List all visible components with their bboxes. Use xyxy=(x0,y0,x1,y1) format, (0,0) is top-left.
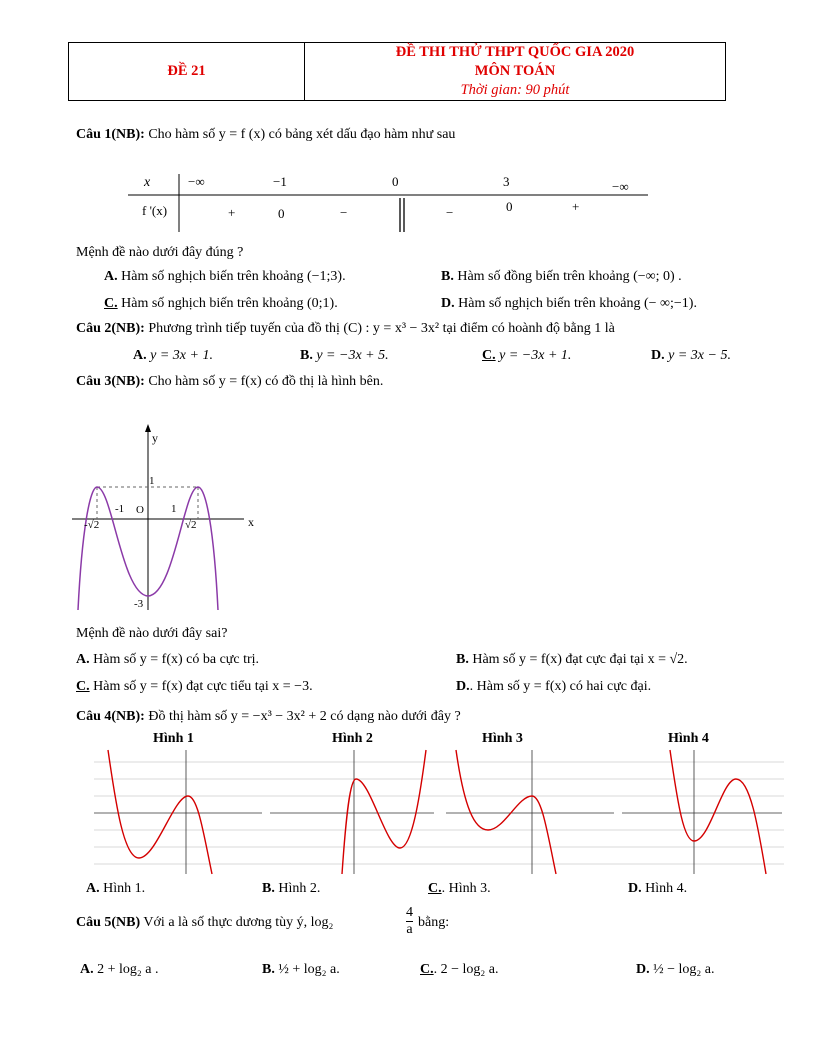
arrow-up-icon xyxy=(145,424,151,432)
exam-header xyxy=(68,42,726,101)
q1-sign: 0 xyxy=(278,206,285,221)
q1-stem-text: Cho hàm số y = f (x) có bảng xét dấu đạo hàm như sau xyxy=(148,127,456,142)
option-text: . 2 − log₂ a. xyxy=(433,962,499,977)
option-text: y = 3x − 5. xyxy=(664,348,731,363)
option-text: 2 + log₂ a . xyxy=(93,962,159,977)
option-text: Hàm số nghịch biến trên khoảng (− ∞;−1). xyxy=(454,296,697,311)
q5-option-d[interactable] xyxy=(636,962,715,978)
fig-2-graph xyxy=(270,750,434,874)
q3-label-y: y xyxy=(152,431,158,445)
option-text: Hình 4. xyxy=(641,881,688,896)
q4-option-d[interactable] xyxy=(628,881,687,897)
option-letter: C. xyxy=(428,881,442,896)
option-letter: C. xyxy=(482,348,496,363)
q3-option-d[interactable] xyxy=(456,679,651,695)
q1-prompt: Mệnh đề nào dưới đây đúng ? xyxy=(76,245,244,260)
q1-option-b[interactable] xyxy=(441,269,682,285)
fig-1-graph xyxy=(94,750,262,874)
option-text: Hình 2. xyxy=(274,881,321,896)
q2-option-c[interactable] xyxy=(482,348,571,364)
exam-time: Thời gian: 90 phút xyxy=(460,82,570,98)
option-text: ½ + log₂ a. xyxy=(274,962,340,977)
fig-3-graph xyxy=(446,750,614,874)
q2-label: Câu 2(NB): xyxy=(76,321,145,336)
q1-sign: − xyxy=(340,205,348,220)
option-letter: D. xyxy=(628,881,642,896)
option-letter: D. xyxy=(441,296,455,311)
option-letter: A. xyxy=(86,881,100,896)
q5-frac-den: a xyxy=(406,922,413,937)
q1-table-fp-label: f '(x) xyxy=(142,203,168,218)
fig-3-title: Hình 3 xyxy=(482,731,523,746)
option-text: Hàm số đồng biến trên khoảng (−∞; 0) . xyxy=(453,269,682,284)
q1-x-value: 3 xyxy=(503,174,510,189)
q1-label: Câu 1(NB): xyxy=(76,127,145,142)
option-text: Hàm số nghịch biến trên khoảng (0;1). xyxy=(117,296,338,311)
fig-4-title: Hình 4 xyxy=(668,731,709,746)
q1-sign-table xyxy=(128,168,653,234)
q3-label-one: 1 xyxy=(149,475,155,487)
q1-x-value: −∞ xyxy=(612,179,629,194)
option-letter: C. xyxy=(104,296,118,311)
option-letter: D. xyxy=(636,962,650,977)
q1-x-value: −1 xyxy=(273,174,287,189)
q3-label-neg-one: -1 xyxy=(115,503,125,515)
q1-option-d[interactable] xyxy=(441,296,697,312)
q2-option-d[interactable] xyxy=(651,348,731,364)
q3-option-b[interactable] xyxy=(456,652,688,668)
q3-prompt: Mệnh đề nào dưới đây sai? xyxy=(76,626,228,641)
option-letter: A. xyxy=(76,652,90,667)
q5-label: Câu 5(NB) xyxy=(76,915,141,930)
q5-stem-post: bằng: xyxy=(418,915,450,930)
q4-option-a[interactable] xyxy=(86,881,145,897)
q3-label-x: x xyxy=(248,515,254,529)
q1-option-c[interactable] xyxy=(104,296,338,312)
q3-label-sqrt2: √2 xyxy=(185,519,197,531)
q2-option-a[interactable] xyxy=(133,348,213,364)
option-letter: A. xyxy=(80,962,94,977)
option-text: y = −3x + 1. xyxy=(495,348,572,363)
q3-function-graph xyxy=(72,420,272,615)
q4-option-b[interactable] xyxy=(262,881,320,897)
fig-4-graph xyxy=(622,750,782,874)
option-letter: B. xyxy=(456,652,469,667)
q5-option-c[interactable] xyxy=(420,962,499,978)
q1-sign: + xyxy=(572,199,580,214)
q3-label-neg-sqrt2: -√2 xyxy=(84,519,100,531)
fig-2-title: Hình 2 xyxy=(332,731,373,746)
option-text: y = −3x + 5. xyxy=(312,348,389,363)
exam-subject: MÔN TOÁN xyxy=(474,63,556,79)
q5-stem-pre: Với a là số thực dương tùy ý, log₂ xyxy=(140,915,334,930)
q1-sign: − xyxy=(446,205,454,220)
option-text: . Hình 3. xyxy=(441,881,491,896)
q1-sign: + xyxy=(228,205,236,220)
q5-fraction xyxy=(406,905,413,938)
option-letter: D. xyxy=(651,348,665,363)
q3-stem xyxy=(76,374,383,390)
fig-1-title: Hình 1 xyxy=(153,731,194,746)
exam-code: ĐỀ 21 xyxy=(167,63,206,79)
option-text: ½ − log₂ a. xyxy=(649,962,715,977)
option-text: Hàm số y = f(x) đạt cực tiểu tại x = −3. xyxy=(89,679,313,694)
option-letter: B. xyxy=(441,269,454,284)
q1-table-x-label: x xyxy=(144,175,151,190)
option-letter: C. xyxy=(76,679,90,694)
option-text: Hình 1. xyxy=(99,881,146,896)
q1-x-value: −∞ xyxy=(188,174,205,189)
q5-frac-num: 4 xyxy=(406,905,413,920)
exam-title: ĐỀ THI THỬ THPT QUỐC GIA 2020 xyxy=(395,44,635,60)
exam-title-block xyxy=(305,43,725,100)
option-letter: B. xyxy=(300,348,313,363)
q5-option-b[interactable] xyxy=(262,962,340,978)
q4-figures xyxy=(94,746,786,876)
q3-stem-text: Cho hàm số y = f(x) có đồ thị là hình bên. xyxy=(148,374,384,389)
q5-option-a[interactable] xyxy=(80,962,159,978)
q3-label-one-x: 1 xyxy=(171,503,177,515)
q3-label-neg-three: -3 xyxy=(134,598,144,610)
q3-label: Câu 3(NB): xyxy=(76,374,145,389)
q1-x-value: 0 xyxy=(392,174,399,189)
option-text: Hàm số y = f(x) đạt cực đại tại x = √2. xyxy=(468,652,688,667)
q4-label: Câu 4(NB): xyxy=(76,709,145,724)
option-letter: A. xyxy=(133,348,147,363)
q4-option-c[interactable] xyxy=(428,881,491,897)
q1-sign: 0 xyxy=(506,199,513,214)
q1-option-a[interactable] xyxy=(104,269,346,285)
q4-stem xyxy=(76,709,461,725)
option-text: Hàm số y = f(x) có ba cực trị. xyxy=(89,652,260,667)
q3-option-c[interactable] xyxy=(76,679,313,695)
option-letter: D. xyxy=(456,679,470,694)
option-text: Hàm số nghịch biến trên khoảng (−1;3). xyxy=(117,269,346,284)
q3-label-origin: O xyxy=(136,504,144,516)
q2-stem-text: Phương trình tiếp tuyến của đồ thị (C) : y = x³ − 3x² tại điểm có hoành độ bằng 1 là xyxy=(148,321,615,336)
option-text: y = 3x + 1. xyxy=(146,348,213,363)
option-letter: C. xyxy=(420,962,434,977)
option-letter: B. xyxy=(262,962,275,977)
option-letter: A. xyxy=(104,269,118,284)
q2-stem xyxy=(76,321,615,337)
option-letter: B. xyxy=(262,881,275,896)
q5-stem xyxy=(76,915,333,931)
q1-stem xyxy=(76,127,455,143)
q2-option-b[interactable] xyxy=(300,348,389,364)
q4-stem-text: Đồ thị hàm số y = −x³ − 3x² + 2 có dạng nào dưới đây ? xyxy=(148,709,461,724)
q3-option-a[interactable] xyxy=(76,652,259,668)
option-text: . Hàm số y = f(x) có hai cực đại. xyxy=(469,679,652,694)
